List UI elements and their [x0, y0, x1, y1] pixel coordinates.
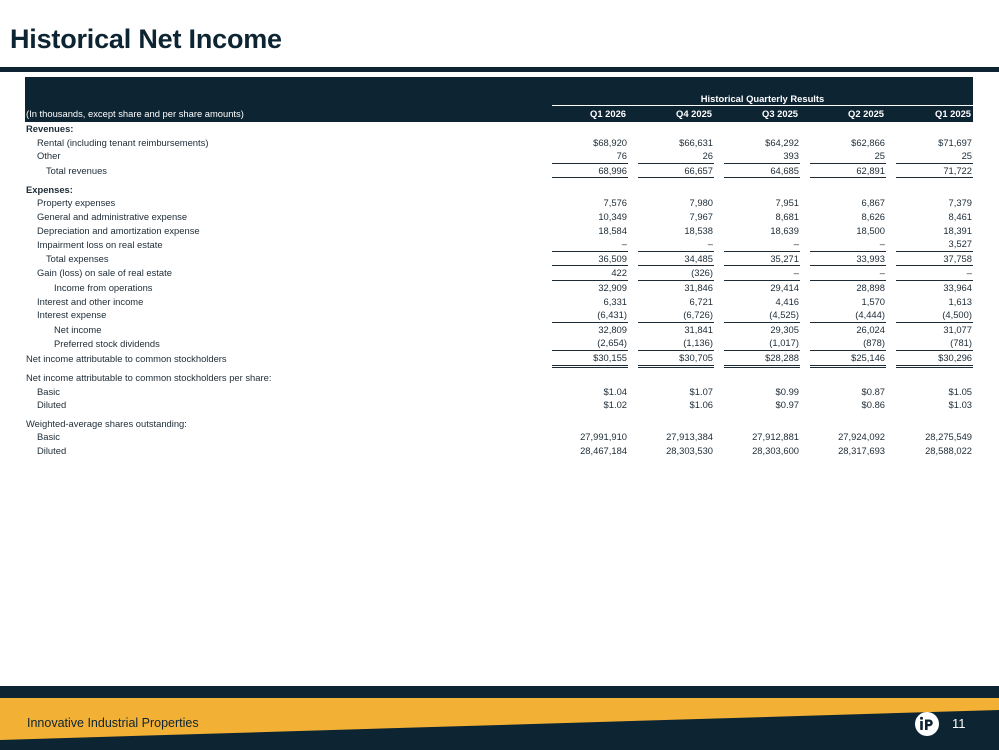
table-row — [25, 417, 973, 431]
table-row — [25, 322, 973, 336]
row-label: Income from operations — [54, 281, 153, 293]
row-value — [638, 122, 714, 136]
row-value: (4,500) — [896, 308, 973, 322]
row-value: 28,588,022 — [925, 445, 972, 457]
row-value — [724, 371, 800, 385]
row-value: 18,584 — [598, 224, 627, 236]
row-value: 6,331 — [603, 295, 627, 307]
row-value: – — [810, 237, 886, 251]
row-value: 27,924,092 — [838, 431, 885, 443]
row-value: $30,155 — [552, 351, 628, 367]
row-value: $0.86 — [861, 399, 885, 411]
row-value: 8,681 — [775, 211, 799, 223]
row-label: Basic — [37, 431, 60, 443]
row-value — [724, 122, 800, 136]
row-value — [810, 371, 886, 385]
row-value: 27,913,384 — [666, 431, 713, 443]
row-value: 25 — [896, 149, 973, 163]
row-value: (1,136) — [638, 336, 714, 350]
row-value: 62,891 — [810, 163, 886, 178]
page-title: Historical Net Income — [10, 24, 282, 54]
row-value — [552, 371, 628, 385]
row-value: – — [552, 237, 628, 251]
row-value: 66,657 — [638, 163, 714, 178]
row-value: 27,991,910 — [580, 431, 627, 443]
row-value: $1.07 — [689, 385, 713, 397]
row-value: 7,967 — [689, 211, 713, 223]
column-header: Q1 2025 — [896, 105, 973, 122]
row-value: 8,461 — [948, 211, 972, 223]
table-row — [25, 210, 973, 224]
row-value: 71,722 — [896, 163, 973, 178]
row-value: (326) — [638, 266, 714, 281]
row-label: Revenues: — [26, 123, 74, 134]
row-value — [724, 417, 800, 431]
row-value — [810, 183, 886, 197]
row-value — [896, 417, 973, 431]
table-row — [25, 295, 973, 309]
row-label: Expenses: — [26, 183, 73, 195]
row-value — [638, 417, 714, 431]
table-row — [25, 351, 973, 367]
table-row — [25, 183, 973, 197]
row-label: Gain (loss) on sale of real estate — [37, 267, 172, 279]
row-value: $64,292 — [765, 136, 799, 148]
row-value: 32,909 — [598, 282, 627, 294]
row-value — [810, 122, 886, 136]
row-label: General and administrative expense — [37, 211, 188, 223]
table-body — [25, 122, 973, 458]
row-value: $25,146 — [810, 351, 886, 367]
row-value: 18,639 — [770, 224, 799, 236]
row-value: 35,271 — [724, 251, 800, 266]
table-row — [25, 149, 973, 163]
row-value: 28,467,184 — [580, 445, 627, 457]
row-value: (6,726) — [638, 308, 714, 322]
row-label: Interest expense — [37, 309, 107, 321]
row-value: $1.03 — [948, 399, 972, 411]
row-value: 8,626 — [861, 211, 885, 223]
row-value: (4,444) — [810, 308, 886, 322]
row-value: 6,721 — [689, 295, 713, 307]
table-row — [25, 237, 973, 251]
row-value: 18,500 — [856, 224, 885, 236]
row-label: Preferred stock dividends — [54, 337, 160, 349]
row-value — [638, 183, 714, 197]
row-value — [896, 122, 973, 136]
table-row — [25, 398, 973, 412]
row-value: 68,996 — [552, 163, 628, 178]
row-value — [724, 183, 800, 197]
row-value: 37,758 — [896, 251, 973, 266]
row-value: $30,705 — [638, 351, 714, 367]
row-value — [810, 417, 886, 431]
row-value: (4,525) — [724, 308, 800, 322]
table-row — [25, 308, 973, 322]
table-row — [25, 224, 973, 238]
row-value: (2,654) — [552, 336, 628, 350]
row-value: $1.04 — [603, 385, 627, 397]
title-divider — [0, 67, 999, 72]
row-value: – — [638, 237, 714, 251]
row-value: 7,576 — [603, 197, 627, 209]
row-value: 27,912,881 — [752, 431, 799, 443]
iip-logo-icon — [914, 711, 940, 737]
row-value: 31,841 — [684, 323, 713, 335]
table-row — [25, 251, 973, 266]
table-row — [25, 163, 973, 178]
table-row — [25, 266, 973, 281]
row-value: $1.02 — [603, 399, 627, 411]
row-value: 26 — [638, 149, 714, 163]
row-value: 18,391 — [943, 224, 972, 236]
row-value: 3,527 — [896, 237, 973, 251]
row-value — [896, 183, 973, 197]
footer-company-name: Innovative Industrial Properties — [27, 716, 199, 730]
row-value: (1,017) — [724, 336, 800, 350]
column-header: Q3 2025 — [724, 105, 800, 122]
row-value: 33,993 — [810, 251, 886, 266]
row-value — [552, 417, 628, 431]
row-value: 76 — [552, 149, 628, 163]
row-value: 1,570 — [861, 295, 885, 307]
row-value: 7,379 — [948, 197, 972, 209]
row-label: Total expenses — [46, 252, 109, 264]
row-value: (781) — [896, 336, 973, 350]
row-value — [896, 371, 973, 385]
table-row — [25, 371, 973, 385]
row-label: Diluted — [37, 445, 67, 457]
description-header: (In thousands, except share and per share amounts) — [25, 105, 542, 122]
table-row — [25, 281, 973, 295]
row-value: 6,867 — [861, 197, 885, 209]
row-value: 10,349 — [598, 211, 627, 223]
row-value: 32,809 — [598, 323, 627, 335]
row-value: $1.06 — [689, 399, 713, 411]
row-value: – — [724, 266, 800, 281]
row-value: $0.99 — [775, 385, 799, 397]
row-label: Interest and other income — [37, 295, 144, 307]
row-value: 7,980 — [689, 197, 713, 209]
row-label: Net income attributable to common stockholders — [26, 352, 227, 364]
table-row — [25, 122, 973, 136]
table-row — [25, 430, 973, 444]
row-value: 29,305 — [770, 323, 799, 335]
row-value: (878) — [810, 336, 886, 350]
table-group-header — [25, 77, 973, 105]
row-value: – — [810, 266, 886, 281]
row-value: (6,431) — [552, 308, 628, 322]
row-value: – — [896, 266, 973, 281]
row-value: 28,317,693 — [838, 445, 885, 457]
row-label: Basic — [37, 385, 60, 397]
row-value — [552, 183, 628, 197]
row-value: 393 — [724, 149, 800, 163]
row-value: $0.97 — [775, 399, 799, 411]
row-value — [638, 371, 714, 385]
row-value: $28,288 — [724, 351, 800, 367]
row-label: Impairment loss on real estate — [37, 238, 163, 250]
row-label: Net income attributable to common stockholders per share: — [26, 372, 272, 384]
column-header: Q1 2026 — [552, 105, 628, 122]
row-value: 4,416 — [775, 295, 799, 307]
row-label: Net income — [54, 323, 102, 335]
column-header: Q2 2025 — [810, 105, 886, 122]
row-value: $68,920 — [593, 136, 627, 148]
row-value: 64,685 — [724, 163, 800, 178]
row-value: 28,898 — [856, 282, 885, 294]
row-label: Total revenues — [46, 164, 107, 176]
table-row — [25, 336, 973, 350]
row-value: 28,303,600 — [752, 445, 799, 457]
table-row — [25, 196, 973, 210]
table-row — [25, 136, 973, 150]
row-value: $66,631 — [679, 136, 713, 148]
row-value: $30,296 — [896, 351, 973, 367]
row-value: 18,538 — [684, 224, 713, 236]
row-label: Property expenses — [37, 197, 116, 209]
row-value: 7,951 — [775, 197, 799, 209]
table-column-header — [25, 105, 973, 122]
row-value: $0.87 — [861, 385, 885, 397]
row-value: 29,414 — [770, 282, 799, 294]
row-value: $62,866 — [851, 136, 885, 148]
row-value: 28,303,530 — [666, 445, 713, 457]
row-value: 31,077 — [943, 323, 972, 335]
row-value: 36,509 — [552, 251, 628, 266]
table-row — [25, 444, 973, 458]
row-value: 33,964 — [943, 282, 972, 294]
table-group-label: Historical Quarterly Results — [552, 77, 973, 105]
row-value: 25 — [810, 149, 886, 163]
historical-net-income-table — [25, 77, 973, 458]
row-label: Depreciation and amortization expense — [37, 224, 200, 236]
row-value: 422 — [552, 266, 628, 281]
row-value: – — [724, 237, 800, 251]
row-value: 28,275,549 — [925, 431, 972, 443]
row-value: 26,024 — [856, 323, 885, 335]
row-label: Weighted-average shares outstanding: — [26, 417, 187, 429]
column-header: Q4 2025 — [638, 105, 714, 122]
row-value: 34,485 — [638, 251, 714, 266]
row-label: Rental (including tenant reimbursements) — [37, 136, 209, 148]
row-label: Other — [37, 150, 61, 162]
table-row — [25, 385, 973, 399]
financial-table-container — [25, 77, 973, 458]
row-value: 1,613 — [948, 295, 972, 307]
row-value: $71,697 — [938, 136, 972, 148]
row-value — [552, 122, 628, 136]
row-value: 31,846 — [684, 282, 713, 294]
row-label: Diluted — [37, 399, 67, 411]
page-number: 11 — [952, 716, 966, 731]
row-value: $1.05 — [948, 385, 972, 397]
